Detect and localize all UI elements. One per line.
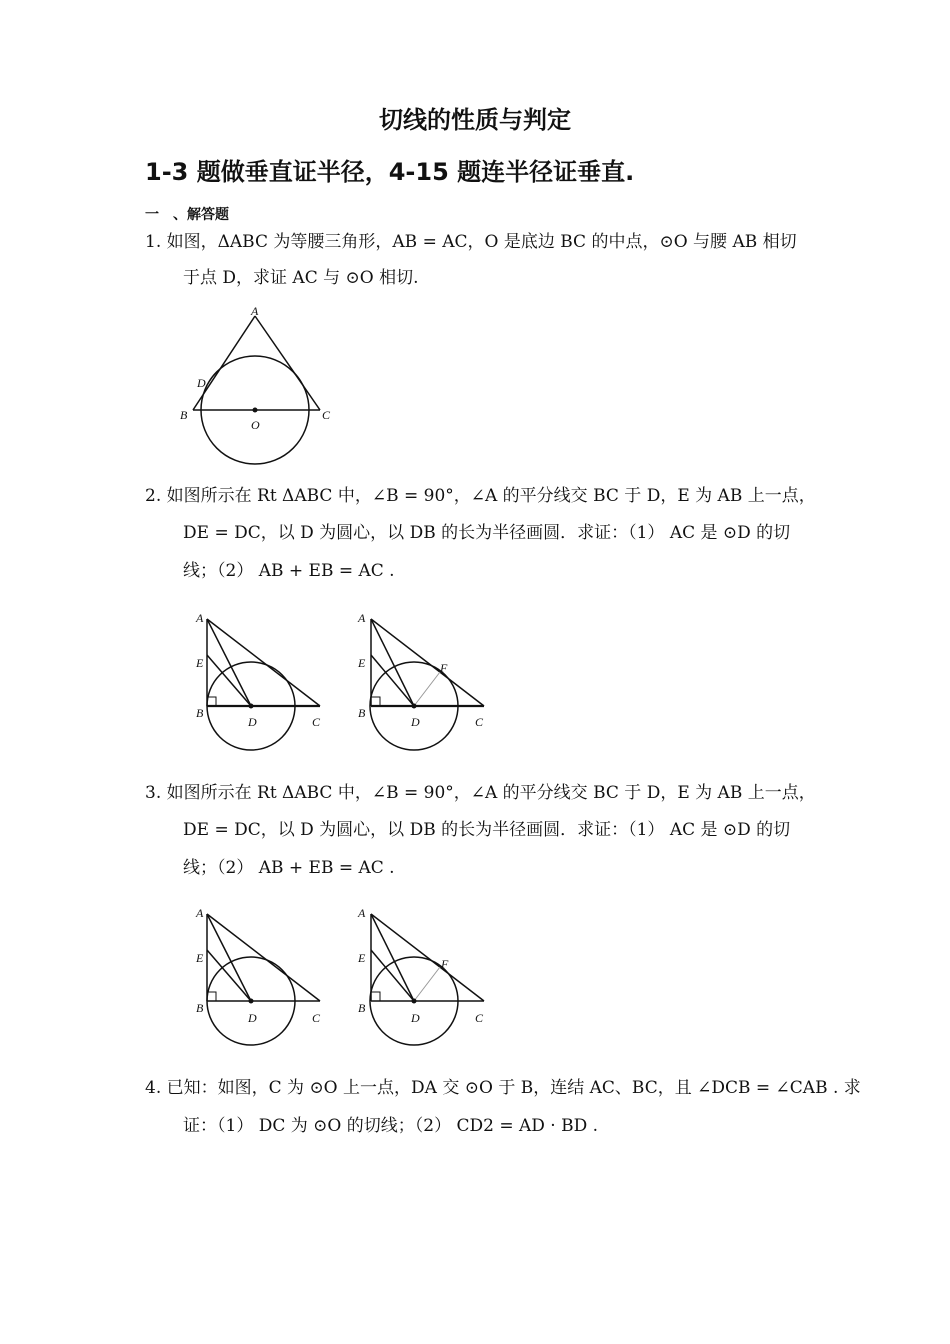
fig2b-label-a: A	[358, 611, 366, 625]
fig3b-label-e: E	[358, 951, 366, 965]
figure-2-right	[353, 605, 493, 755]
fig2a-label-e: E	[196, 656, 204, 670]
fig3b-label-d: D	[411, 1011, 420, 1025]
problem-3-line-1: 3. 如图所示在 Rt ΔABC 中，∠B = 90°，∠A 的平分线交 BC 于 D，E 为 AB 上一点，	[145, 783, 816, 803]
fig3a-label-d: D	[248, 1011, 257, 1025]
fig1-label-c: C	[322, 408, 331, 422]
problem-1-line-2: 于点 D，求证 AC 与 ⊙O 相切.	[183, 268, 419, 288]
fig3a-label-b: B	[196, 1001, 204, 1015]
problem-4-line-1: 4. 已知：如图，C 为 ⊙O 上一点，DA 交 ⊙O 于 B，连结 AC、BC，且 ∠DCB = ∠CAB . 求	[145, 1078, 861, 1098]
fig3b-label-c: C	[475, 1011, 484, 1025]
fig2b-label-d: D	[411, 715, 420, 729]
page-title: 切线的性质与判定	[379, 106, 571, 134]
problem-2-line-3: 线；（2） AB + EB = AC .	[183, 561, 395, 581]
fig1-label-o: O	[251, 418, 260, 432]
problem-2-line-2: DE = DC，以 D 为圆心，以 DB 的长为半径画圆．求证：（1） AC 是 ⊙D 的切	[183, 523, 791, 543]
problem-3-line-2: DE = DC，以 D 为圆心，以 DB 的长为半径画圆．求证：（1） AC 是 ⊙D 的切	[183, 820, 791, 840]
fig2b-label-b: B	[358, 706, 366, 720]
fig2b-label-c: C	[475, 715, 484, 729]
fig1-label-a: A	[251, 304, 259, 318]
page-subtitle: 1-3 题做垂直证半径，4-15 题连半径证垂直.	[145, 158, 635, 186]
fig2b-label-e: E	[358, 656, 366, 670]
problem-4-line-2: 证：（1） DC 为 ⊙O 的切线；（2） CD2 = AD · BD .	[183, 1116, 599, 1136]
problem-2-line-1: 2. 如图所示在 Rt ΔABC 中，∠B = 90°，∠A 的平分线交 BC 于 D，E 为 AB 上一点，	[145, 486, 816, 506]
problem-3-line-3: 线；（2） AB + EB = AC .	[183, 858, 395, 878]
figure-1-isosceles-triangle	[170, 300, 340, 470]
figure-3-right	[353, 900, 493, 1050]
fig3b-label-a: A	[358, 906, 366, 920]
fig2a-label-a: A	[196, 611, 204, 625]
fig2a-label-c: C	[312, 715, 321, 729]
figure-2-left	[190, 605, 330, 755]
fig3a-label-a: A	[196, 906, 204, 920]
fig2b-label-f: F	[440, 661, 448, 675]
problem-1-line-1: 1. 如图，ΔABC 为等腰三角形，AB = AC，O 是底边 BC 的中点，⊙O 与腰 AB 相切	[145, 232, 797, 252]
fig3a-label-c: C	[312, 1011, 321, 1025]
fig1-label-b: B	[180, 408, 188, 422]
fig2a-label-d: D	[248, 715, 257, 729]
figure-3-left	[190, 900, 330, 1050]
fig3a-label-e: E	[196, 951, 204, 965]
section-heading: 一 、解答题	[145, 207, 229, 223]
fig1-label-d: D	[197, 376, 206, 390]
fig2a-label-b: B	[196, 706, 204, 720]
fig3b-label-b: B	[358, 1001, 366, 1015]
fig3b-label-f: F	[441, 957, 449, 971]
